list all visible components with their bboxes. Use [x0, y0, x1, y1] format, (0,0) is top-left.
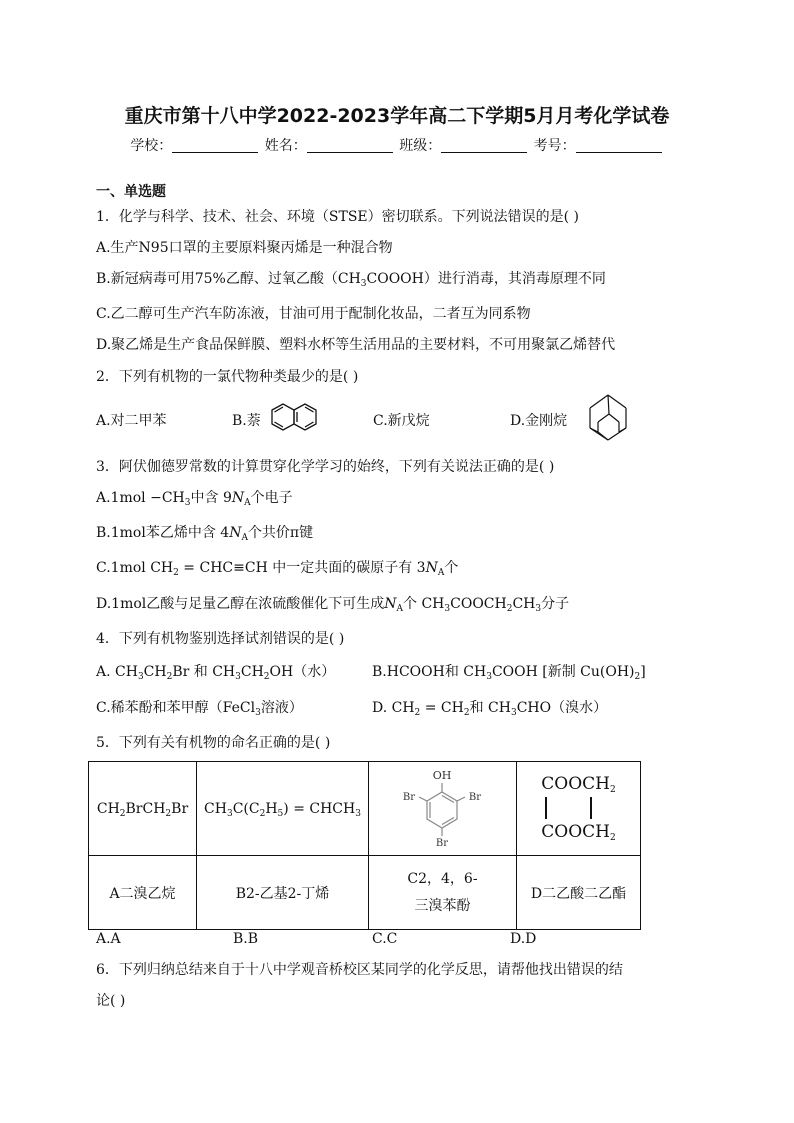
q2-option-d: D.金刚烷 — [510, 413, 568, 429]
q1-stem: 1．化学与科学、技术、社会、环境（STSE）密切联系。下列说法错误的是( ) — [96, 209, 580, 225]
q4-a-s4: 2 — [263, 672, 270, 682]
field-name-blank[interactable] — [307, 138, 393, 153]
q2-stem: 2．下列有机物的一氯代物种类最少的是( ) — [96, 369, 359, 385]
q4-option-c — [96, 697, 303, 717]
q4-d-t4: CHO（溴水） — [516, 700, 608, 716]
q4-b-t3: ] — [640, 664, 646, 680]
q5-cell-c-structure — [369, 762, 517, 856]
adamantane-structure — [582, 392, 634, 444]
q1-b-text: B.新冠病毒可用75%乙醇、过氧乙酸（ — [96, 271, 338, 287]
q3-c-n: N — [425, 560, 438, 576]
q3-c-sub-2: A — [437, 568, 445, 578]
q3-b-text: B.1mol苯乙烯中含 4 — [96, 525, 230, 541]
q5-cell-d-structure — [517, 762, 641, 856]
q1-option-a: A.生产N95口罩的主要原料聚丙烯是一种混合物 — [96, 240, 393, 256]
q4-b-s2: 2 — [634, 672, 641, 682]
q1-b-formula: CH — [337, 271, 361, 287]
q5-d-t2: COOCH — [541, 821, 610, 842]
q3-d-text-2: 个 CH — [403, 596, 445, 612]
q4-c-t2: 溶液） — [260, 700, 303, 716]
q3-d-text-4: CH — [512, 596, 536, 612]
q4-option-b — [372, 661, 646, 681]
q3-c-text-3: 个 — [444, 560, 459, 576]
q5-b-t3: H — [265, 800, 278, 817]
q5-b-s1: 3 — [226, 808, 233, 819]
q5-cell-a-structure — [89, 762, 197, 856]
q3-b-n: N — [229, 525, 242, 541]
q5-b-s2: 2 — [259, 808, 266, 819]
q5-cell-a-name: A二溴乙烷 — [89, 856, 197, 930]
q5-d-s1: 2 — [609, 784, 616, 795]
q3-option-c — [96, 557, 458, 577]
q5-cell-c-name — [369, 856, 517, 930]
q5-row-structures — [89, 762, 641, 856]
q3-a-sub-2: A — [244, 498, 251, 508]
field-number-blank[interactable] — [576, 138, 662, 153]
q5-b-t2: C(C — [232, 800, 260, 817]
q1-b-text-2: ）进行消毒，其消毒原理不同 — [423, 271, 606, 287]
field-name-label: 姓名： — [264, 138, 307, 154]
q1-b-formula-2: COOOH — [366, 271, 424, 287]
q4-d-s1: 2 — [414, 708, 421, 718]
q5-a-s1: 2 — [119, 808, 126, 819]
q5-option-a: A.A — [96, 931, 121, 947]
q3-d-sub-2: 3 — [444, 604, 451, 614]
q4-a-t1: A. CH — [96, 664, 138, 680]
q3-a-text-3: 个电子 — [250, 490, 293, 506]
field-school-blank[interactable] — [172, 138, 258, 153]
q5-d-t1: COOCH — [541, 773, 610, 794]
q5-a-t2: BrCH — [125, 800, 166, 817]
q4-c-t1: C.稀苯酚和苯甲醇（FeCl — [96, 700, 256, 716]
q1-option-c: C.乙二醇可生产汽车防冻液，甘油可用于配制化妆品，二者互为同系物 — [96, 306, 531, 322]
q3-b-text-2: 个共价π键 — [247, 525, 314, 541]
q4-d-t1: D. CH — [372, 700, 415, 716]
q3-d-text: D.1mol乙酸与足量乙醇在浓硫酸催化下可生成 — [96, 596, 385, 612]
q1-option-d: D.聚乙烯是生产食品保鲜膜、塑料水杯等生活用品的主要材料，不可用聚氯乙烯替代 — [96, 337, 616, 353]
q3-option-d — [96, 593, 569, 613]
q3-c-text: C.1mol CH — [96, 560, 174, 576]
q3-a-n: N — [231, 490, 245, 506]
page-title: 重庆市第十八中学2022-2023学年高二下学期5月月考化学试卷 — [124, 105, 670, 127]
bond-line-left — [545, 797, 547, 819]
q5-stem: 5．下列有关有机物的命名正确的是( ) — [96, 735, 331, 751]
q4-stem: 4．下列有机物鉴别选择试剂错误的是( ) — [96, 631, 345, 647]
q3-option-a — [96, 487, 293, 507]
q5-d-s2: 2 — [609, 832, 616, 843]
q3-d-text-5: 分子 — [541, 596, 570, 612]
field-class-label: 班级： — [399, 138, 442, 154]
q4-d-s2: 2 — [463, 708, 470, 718]
q4-b-t1: B.HCOOH和 CH — [372, 664, 487, 680]
q3-b-sub: A — [241, 533, 248, 543]
q2-option-a: A.对二甲苯 — [96, 413, 167, 429]
q5-cell-b-name: B2-乙基2-丁烯 — [197, 856, 369, 930]
br-label-bottom: Br — [435, 838, 449, 849]
q5-d-line-2 — [517, 821, 640, 845]
field-school-label: 学校： — [130, 138, 173, 154]
q5-d-bonds — [517, 797, 640, 821]
q4-b-s1: 3 — [486, 672, 492, 682]
q4-a-t5: OH（水） — [269, 664, 336, 680]
q1-option-b — [96, 268, 606, 288]
q5-d-line-1 — [517, 773, 640, 797]
q5-cell-b-structure — [197, 762, 369, 856]
bond-line-right — [590, 797, 592, 819]
q5-a-s2: 2 — [165, 808, 172, 819]
q6-stem-line-1: 6．下列归纳总结来自于十八中学观音桥校区某同学的化学反思，请帮他找出错误的结 — [96, 962, 623, 978]
q3-d-text-3: COOCH — [450, 596, 507, 612]
q3-d-sub-4: 3 — [535, 604, 542, 614]
q4-a-s1: 3 — [137, 672, 144, 682]
q2-option-c: C.新戊烷 — [373, 413, 430, 429]
oh-label: OH — [432, 769, 452, 782]
q3-d-n: N — [384, 596, 397, 612]
q4-c-s1: 3 — [255, 708, 261, 718]
q5-a-t1: CH — [96, 800, 120, 817]
q4-b-t2: COOH [新制 Cu(OH) — [491, 664, 635, 680]
q3-d-sub-3: 2 — [506, 604, 513, 614]
q5-table — [88, 761, 641, 930]
section-heading: 一、单选题 — [96, 184, 166, 200]
q3-d-sub: A — [396, 604, 404, 614]
q3-a-text-2: 中含 9 — [190, 490, 232, 506]
q2-option-b: B.萘 — [232, 413, 261, 429]
q4-a-s3: 3 — [235, 672, 241, 682]
q4-option-a — [96, 661, 335, 681]
student-info-row — [0, 135, 794, 155]
field-class-blank[interactable] — [441, 138, 527, 153]
br-label-left: Br — [402, 792, 416, 803]
q5-row-names — [89, 856, 641, 930]
q4-d-t3: 和 CH — [469, 700, 511, 716]
q5-b-t1: CH — [204, 800, 227, 817]
q4-d-s3: 3 — [510, 708, 517, 718]
q3-a-sub: 3 — [184, 498, 191, 508]
q5-option-d: D.D — [510, 931, 537, 947]
q5-option-b: B.B — [233, 931, 259, 947]
q3-c-sub: 2 — [173, 568, 179, 578]
q5-a-t3: Br — [171, 800, 189, 817]
q3-stem: 3．阿伏伽德罗常数的计算贯穿化学学习的始终，下列有关说法正确的是( ) — [96, 459, 555, 475]
q6-stem-line-2: 论( ) — [96, 993, 126, 1009]
field-number-label: 考号： — [533, 138, 576, 154]
br-label-right: Br — [468, 792, 482, 803]
q5-option-c: C.C — [372, 931, 398, 947]
q4-option-d — [372, 697, 607, 717]
q1-b-sub: 3 — [360, 279, 367, 289]
q5-b-t4: ) = CHCH — [283, 800, 356, 817]
q3-option-b — [96, 522, 313, 542]
q5-b-s3: 5 — [277, 808, 284, 819]
q4-a-t3: Br 和 CH — [172, 664, 236, 680]
q5-c-name-1: C2，4，6- — [407, 870, 478, 887]
q5-c-name-2: 三溴苯酚 — [414, 897, 471, 914]
tribromophenol-structure — [369, 762, 516, 855]
q4-a-t4: CH — [240, 664, 264, 680]
q5-b-s4: 3 — [355, 808, 361, 819]
q3-a-text: A.1mol −CH — [96, 490, 185, 506]
q4-d-t2: = CH — [420, 700, 464, 716]
q4-a-s2: 2 — [166, 672, 173, 682]
q3-c-text-2: = CHC≡CH 中一定共面的碳原子有 3 — [178, 560, 426, 576]
naphthalene-structure — [265, 400, 335, 438]
q5-cell-d-name: D二乙酸二乙酯 — [517, 856, 641, 930]
q4-a-t2: CH — [143, 664, 167, 680]
